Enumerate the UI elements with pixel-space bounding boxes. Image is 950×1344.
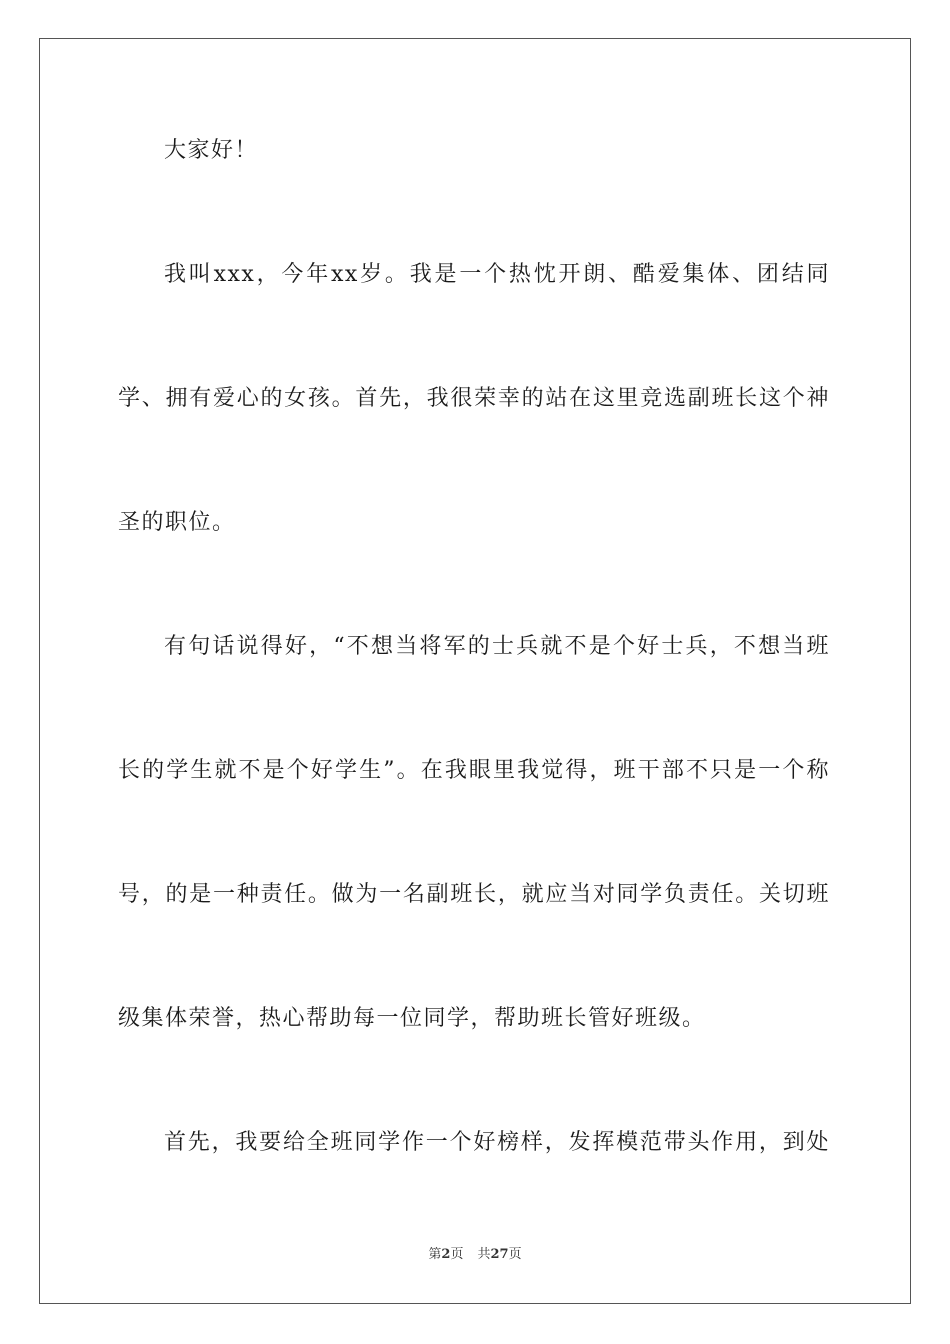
footer-page-unit: 页 [450, 1247, 464, 1262]
footer-total-prefix: 共 [477, 1247, 491, 1262]
page-frame [39, 38, 911, 1304]
paragraph-2-line-1: 有句话说得好，“不想当将军的士兵就不是个好士兵，不想当班 [164, 634, 830, 659]
paragraph-1-line-1: 我叫xxx，今年xx岁。我是一个热忱开朗、酷爱集体、团结同 [164, 262, 830, 287]
footer-total-unit: 页 [508, 1247, 522, 1262]
greeting-line: 大家好！ [164, 138, 259, 163]
footer-total-pages: 27 [490, 1247, 509, 1262]
paragraph-1-line-3: 圣的职位。 [118, 510, 236, 535]
page-footer [0, 1246, 950, 1264]
footer-page-number: 2 [441, 1247, 451, 1262]
paragraph-3-line-1: 首先，我要给全班同学作一个好榜样，发挥模范带头作用，到处 [164, 1130, 830, 1155]
paragraph-1-line-2: 学、拥有爱心的女孩。首先，我很荣幸的站在这里竞选副班长这个神 [118, 386, 830, 411]
paragraph-2-line-4: 级集体荣誉，热心帮助每一位同学，帮助班长管好班级。 [118, 1006, 706, 1031]
paragraph-2-line-2: 长的学生就不是个好学生”。在我眼里我觉得，班干部不只是一个称 [118, 758, 830, 783]
footer-page-prefix: 第 [428, 1247, 442, 1262]
paragraph-2-line-3: 号，的是一种责任。做为一名副班长，就应当对同学负责任。关切班 [118, 882, 830, 907]
